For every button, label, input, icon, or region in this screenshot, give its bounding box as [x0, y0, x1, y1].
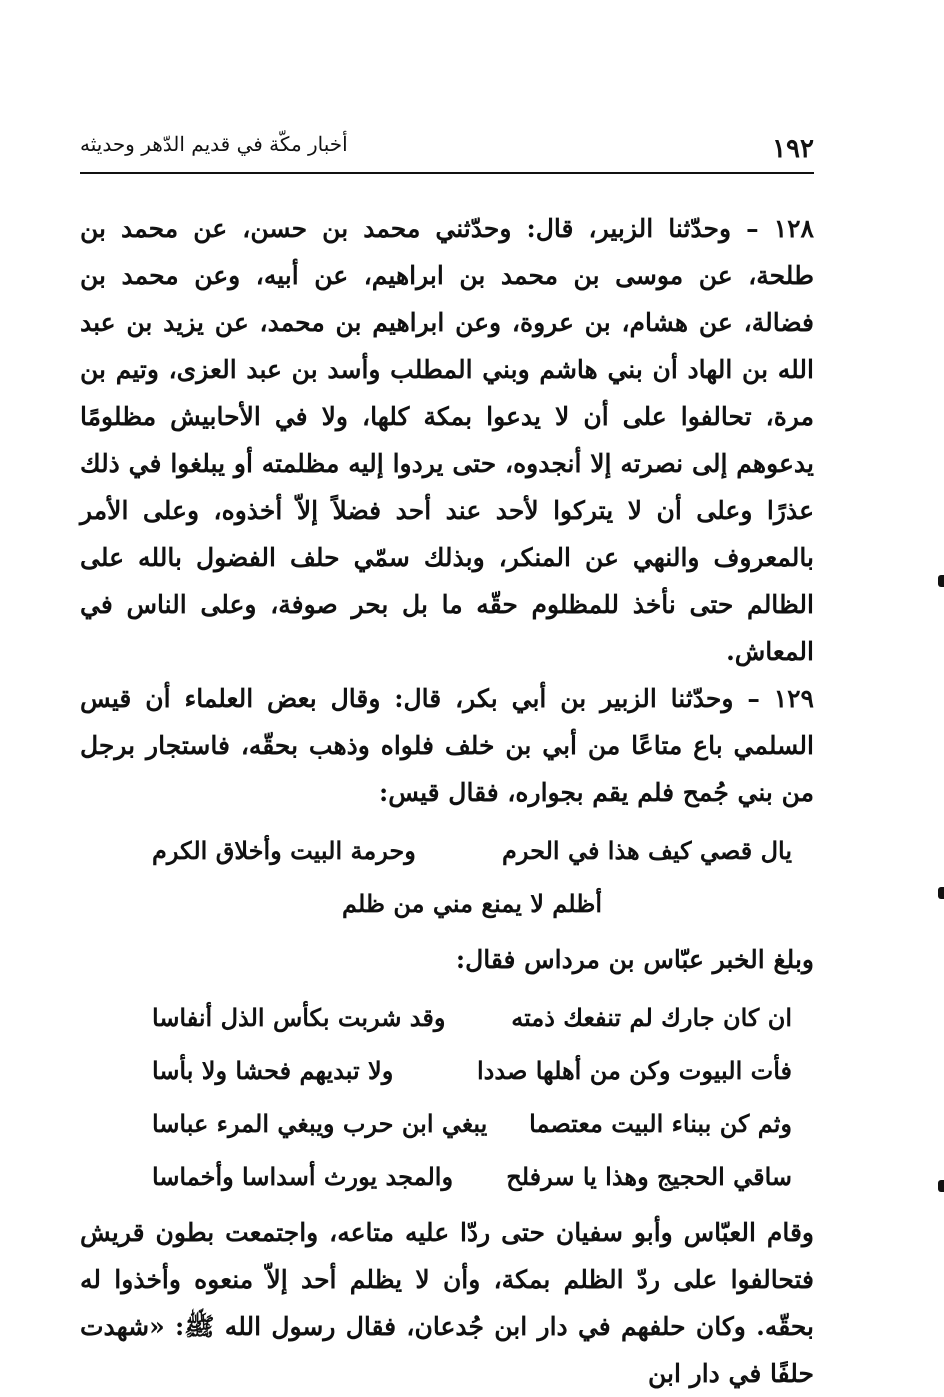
verse-hemistich: أظلم لا يمنع مني من ظلم [342, 889, 602, 918]
paragraph-abbas-intro: وبلغ الخبر عبّاس بن مرداس فقال: [455, 945, 814, 974]
verse-first-hemistich: ساقي الحجيج وهذا يا سرفلح [506, 1162, 792, 1191]
poem-abbas [80, 991, 814, 1203]
page-header [80, 128, 814, 174]
paragraph-128: ١٢٨ – وحدّثنا الزبير، قال: وحدّثني محمد بن حسن، عن محمد بن طلحة، عن موسى بن محمد بن ابراهيم، عن أبيه، وعن محمد بن فضالة، عن هشام، بن عروة، وعن ابراهيم بن محمد، عن يزيد بن عبد الله بن الهاد أن بني هاشم وبني المطلب وأسد بن عبد العزى، وتيم بن مرة، تحالفوا على أن لا يدعوا بمكة كلها، ولا في الأحابيش مظلومًا يدعوهم إلى نصرته إلا أنجدوه، حتى يردوا إليه مظلمته أو يبلغوا في ذلك عذرًا وعلى أن لا يتركوا لأحد عند أحد فضلاً إلاّ أخذوه، وعلى الأمر بالمعروف والنهي عن المنكر، وبذلك سمّي حلف الفضول بالله على الظالم حتى نأخذ للمظلوم حقّه ما بل بحر صوفة، وعلى الناس في المعاش. [80, 214, 814, 666]
verse-line [152, 1044, 792, 1097]
verse-first-hemistich: فأت البيوت وكن من أهلها صددا [477, 1056, 792, 1085]
verse-second-hemistich: وحرمة البيت وأخلاق الكرم [152, 836, 416, 865]
verse-line [152, 1150, 792, 1203]
poem-qays [80, 824, 814, 930]
paragraph-bottom: وقام العبّاس وأبو سفيان حتى ردّا عليه متاعه، واجتمعت بطون قريش فتحالفوا على ردّ الظلم بمكة، وأن لا يظلم أحد إلاّ منعوه وأخذوا له بحقّه. وكان حلفهم في دار ابن جُدعان، فقال رسول الله ﷺ: «شهدت حلفًا في دار ابن [80, 1218, 814, 1388]
verse-line [152, 991, 792, 1044]
verse-first-hemistich: يال قصي كيف هذا في الحرم [502, 836, 792, 865]
verse-first-hemistich: وثم كن ببناء البيت معتصما [529, 1109, 792, 1138]
paragraph-129: ١٢٩ – وحدّثنا الزبير بن أبي بكر، قال: وقال بعض العلماء أن قيس السلمي باع متاعًا من أبي بن خلف فلواه وذهب بحقّه، فاستجار برجل من بني جُمح فلم يقم بجواره، فقال قيس: [80, 684, 814, 807]
page-number: ١٩٢ [772, 134, 814, 164]
verse-second-hemistich: يبغي ابن حرب ويبغي المرء عباسا [152, 1109, 488, 1138]
verse-line [152, 824, 792, 877]
page-body [80, 205, 814, 1397]
verse-first-hemistich: ان كان جارك لم تنفعك ذمته [511, 1003, 792, 1032]
verse-second-hemistich: ولا تبديهم فحشا ولا بأسا [152, 1056, 394, 1085]
scan-edge-mark [938, 1180, 944, 1192]
verse-line [152, 1097, 792, 1150]
scan-edge-mark [938, 575, 944, 587]
running-title: أخبار مكّة في قديم الدّهر وحديثه [80, 132, 348, 156]
verse-second-hemistich: وقد شربت بكأس الذل أنفاسا [152, 1003, 446, 1032]
verse-second-hemistich: والمجد يورث أسداسا وأخماسا [152, 1162, 454, 1191]
verse-line-single [152, 877, 792, 930]
scan-edge-mark [938, 887, 944, 899]
